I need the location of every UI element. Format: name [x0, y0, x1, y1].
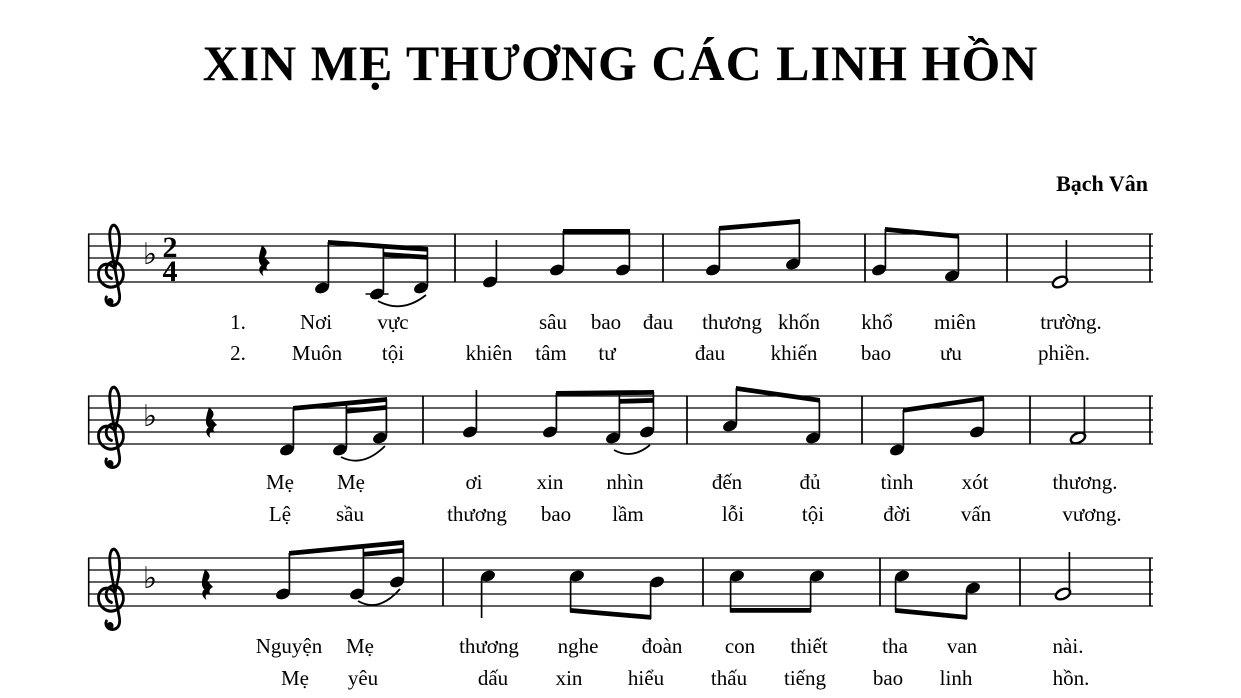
time-signature-denominator: 4: [162, 255, 178, 288]
slur: [358, 589, 400, 605]
lyric-word: tình: [880, 470, 914, 494]
beam: [903, 396, 984, 413]
beam: [895, 608, 967, 620]
lyric-word: thương: [447, 502, 507, 526]
page-title: XIN MẸ THƯƠNG CÁC LINH HỒN: [202, 35, 1039, 91]
slur: [614, 445, 650, 454]
lyric-word: hiểu: [627, 666, 665, 690]
lyric-word: tâm: [535, 341, 567, 365]
quarter-rest: [206, 407, 217, 438]
lyric-word: khiến: [770, 341, 818, 365]
beam: [363, 548, 404, 557]
lyric-word: Mẹ: [281, 666, 309, 690]
lyric-word: hồn.: [1052, 666, 1090, 690]
lyric-word: thương: [459, 634, 519, 658]
lyric-word: xin: [536, 470, 564, 494]
lyric-word: bao: [540, 502, 572, 526]
lyric-word: khiên: [465, 341, 513, 365]
lyric-word: tội: [801, 502, 825, 526]
lyric-word: dấu: [477, 666, 509, 690]
lyric-word: tư: [598, 341, 616, 365]
staff-system-1: [88, 219, 1153, 306]
lyric-word: xót: [961, 470, 989, 494]
lyric-word: lầm: [612, 502, 644, 526]
beam: [885, 227, 959, 239]
lyric-word: đời: [883, 502, 911, 526]
lyric-word: nghe: [557, 634, 599, 658]
lyric-word: ơi: [465, 470, 483, 494]
staff-system-3: [88, 540, 1153, 630]
lyric-word: bao: [860, 341, 892, 365]
lyric-word: thiết: [790, 634, 828, 658]
lyric-word: con: [724, 634, 756, 658]
slur: [378, 295, 426, 306]
lyric-word: Mẹ: [346, 634, 374, 658]
beam: [570, 608, 651, 620]
lyric-word: đến: [711, 470, 743, 494]
lyric-word: Mẹ: [337, 470, 365, 494]
lyric-word: Nơi: [299, 310, 333, 334]
lyric-word: thương: [702, 310, 762, 334]
lyric-word: Lệ: [268, 502, 292, 526]
lyric-word: phiền.: [1038, 341, 1090, 365]
lyric-word: yêu: [347, 666, 379, 690]
lyric-word: sâu: [539, 310, 567, 334]
treble-clef-icon: [98, 225, 123, 305]
lyric-word: bao: [590, 310, 622, 334]
beam: [619, 398, 654, 404]
lyric-word: 2.: [230, 341, 246, 365]
beam: [736, 386, 820, 403]
lyric-word: thấu: [710, 666, 748, 690]
lyric-word: linh: [939, 666, 973, 690]
lyric-word: 1.: [230, 310, 246, 334]
lyric-word: thương.: [1052, 470, 1118, 494]
lyric-word: đoàn: [641, 634, 683, 658]
treble-clef-icon: [98, 549, 123, 629]
quarter-rest: [202, 569, 213, 600]
lyric-word: đau: [642, 310, 674, 334]
beam: [730, 608, 811, 613]
lyric-word: nài.: [1052, 634, 1084, 658]
lyric-word: tội: [381, 341, 405, 365]
lyric-word: khốn: [778, 310, 820, 334]
lyric-word: tha: [882, 634, 908, 658]
lyric-word: xin: [555, 666, 583, 690]
lyric-word: tiếng: [784, 666, 826, 690]
quarter-rest: [259, 245, 270, 276]
staff-system-2: [88, 386, 1153, 468]
lyric-word: khổ: [861, 310, 893, 334]
lyric-word: nhìn: [606, 470, 644, 494]
beam: [383, 252, 428, 260]
lyric-word: Nguyện: [255, 634, 323, 658]
lyric-word: bao: [872, 666, 904, 690]
beam: [719, 219, 800, 231]
lyric-word: đau: [694, 341, 726, 365]
time-signature-numerator: 2: [162, 231, 178, 264]
lyric-word: Muôn: [291, 341, 343, 365]
lyric-word: trường.: [1040, 310, 1102, 334]
lyric-word: vương.: [1062, 502, 1122, 526]
treble-clef-icon: [98, 387, 123, 467]
beam: [556, 390, 654, 396]
slur: [341, 446, 385, 461]
lyric-word: van: [946, 634, 978, 658]
beam: [563, 229, 630, 234]
key-flat-sign: ♭: [142, 237, 158, 272]
lyric-word: sầu: [336, 502, 364, 526]
lyric-word: miên: [934, 310, 976, 334]
key-flat-sign: ♭: [142, 399, 158, 434]
lyric-word: vấn: [960, 502, 992, 526]
lyric-word: lỗi: [721, 502, 745, 526]
composer-name: Bạch Vân: [1056, 171, 1148, 196]
lyric-word: đủ: [799, 470, 821, 494]
beam: [346, 405, 387, 414]
lyric-word: vực: [377, 310, 409, 334]
lyric-word: ưu: [940, 341, 962, 365]
lyric-word: Mẹ: [266, 470, 294, 494]
key-flat-sign: ♭: [142, 561, 158, 596]
